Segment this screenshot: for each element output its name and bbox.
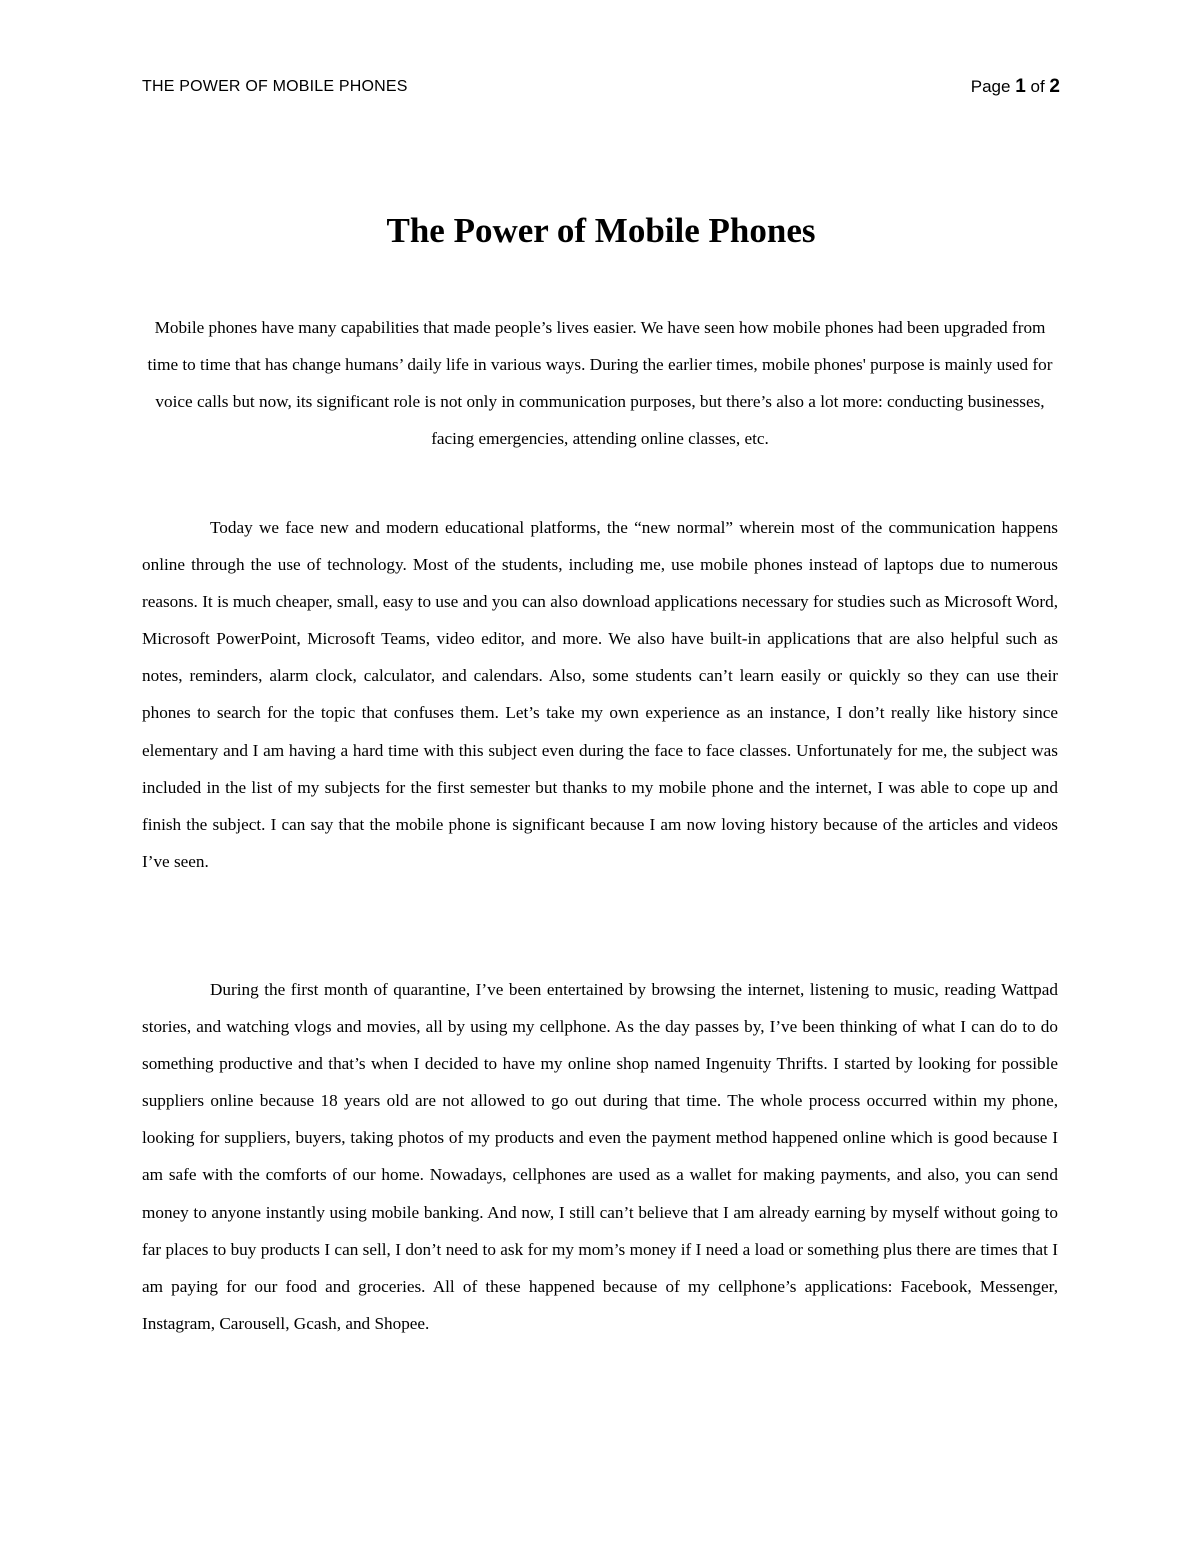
paragraph-quarantine: During the first month of quarantine, I’ve been entertained by browsing the internet, listening to music, reading Wattpad stories, and watching vlogs and movies, all by using my cellphone. As the day passes by, I’ve been thinking of what I can do to do something productive and that’s when I decided to have my online shop named Ingenuity Thrifts. I started by looking for possible suppliers online because 18 years old are not allowed to go out during that time. The whole process occurred within my phone, looking for suppliers, buyers, taking photos of my products and even the payment method happened online which is good because I am safe with the comforts of our home. Nowadays, cellphones are used as a wallet for making payments, and also, you can send money to anyone instantly using mobile banking. And now, I still can’t believe that I am already earning by myself without going to far places to buy products I can sell, I don’t need to ask for my mom’s money if I need a load or something plus there are times that I am paying for our food and groceries. All of these happened because of my cellphone’s applications: Facebook, Messenger, Instagram, Carousell, Gcash, and Shopee. (142, 980, 1058, 1333)
page-number (971, 76, 1060, 98)
page-of: of (1030, 77, 1045, 96)
running-title: THE POWER OF MOBILE PHONES (142, 78, 408, 95)
page-current: 1 (1015, 76, 1026, 97)
paragraph-education: Today we face new and modern educational platforms, the “new normal” wherein most of the communication happens online through the use of technology. Most of the students, including me, use mobile phones instead of laptops due to numerous reasons. It is much cheaper, small, easy to use and you can also download applications necessary for studies such as Microsoft Word, Microsoft PowerPoint, Microsoft Teams, video editor, and more. We also have built-in applications that are also helpful such as notes, reminders, alarm clock, calculator, and calendars. Also, some students can’t learn easily or quickly so they can use their phones to search for the topic that confuses them. Let’s take my own experience as an instance, I don’t really like history since elementary and I am having a hard time with this subject even during the face to face classes. Unfortunately for me, the subject was included in the list of my subjects for the first semester but thanks to my mobile phone and the internet, I was able to cope up and finish the subject. I can say that the mobile phone is significant because I am now loving history because of the articles and videos I’ve seen. (142, 518, 1058, 871)
page-total: 2 (1049, 76, 1060, 97)
page-header (142, 76, 1060, 100)
page-word: Page (970, 77, 1011, 96)
paragraph-intro: Mobile phones have many capabilities that made people’s lives easier. We have seen how mobile phones had been upgraded from time to time that has change humans’ daily life in various ways. During the earlier times, mobile phones' purpose is mainly used for voice calls but now, its significant role is not only in communication purposes, but there’s also a lot more: conducting businesses, facing emergencies, attending online classes, etc. (147, 318, 1053, 449)
document-title: The Power of Mobile Phones (386, 211, 816, 250)
